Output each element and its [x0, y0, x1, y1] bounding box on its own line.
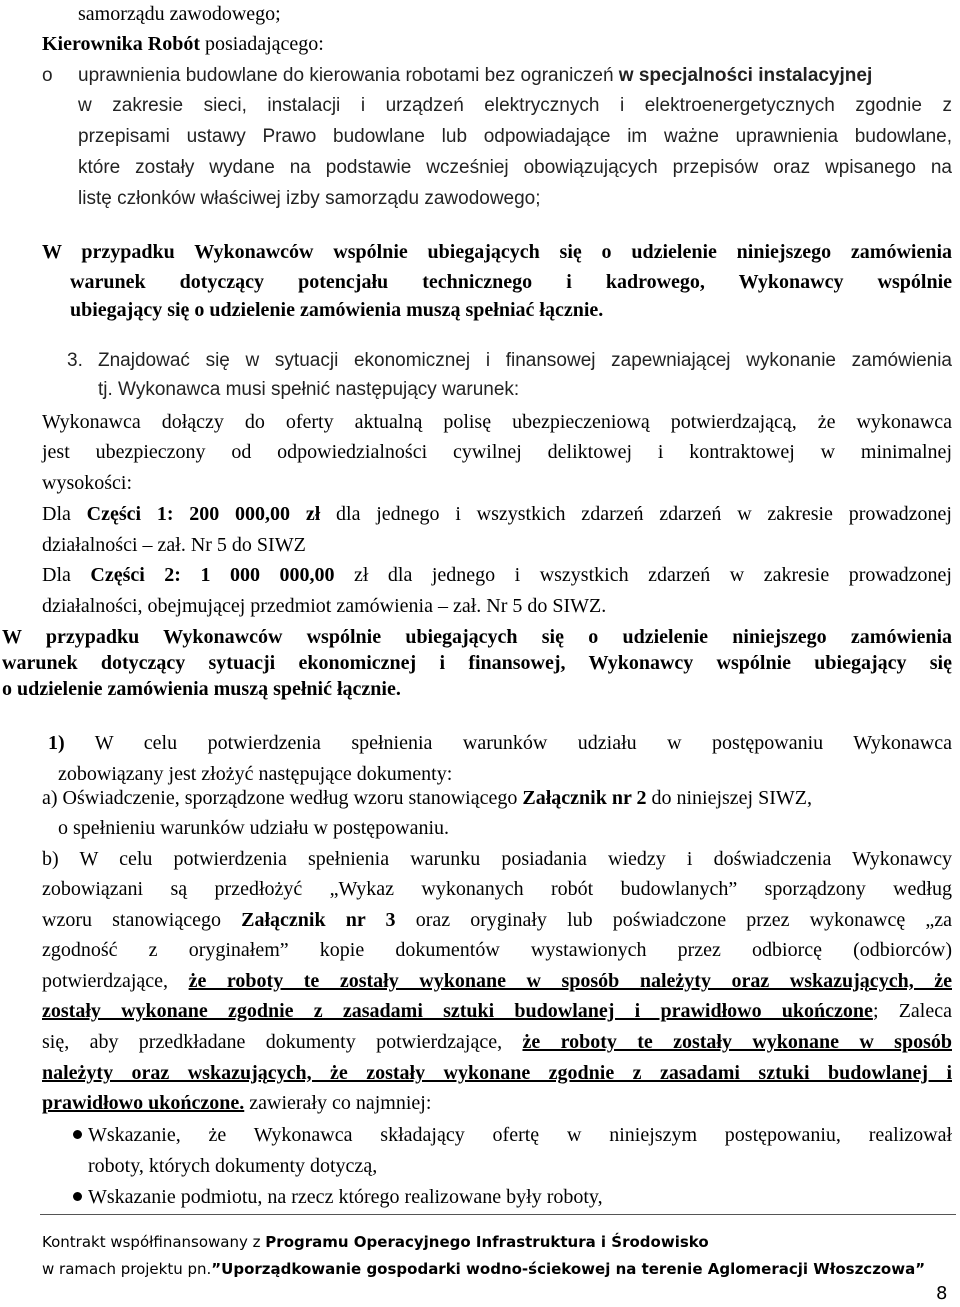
text-line: się, aby przedkładane dokumenty potwierdzające, że roboty te zostały wykonane w sposób	[42, 1031, 952, 1053]
text-line: Wykonawca dołączy do oferty aktualną polisę ubezpieczeniową potwierdzającą, że wykonawca	[42, 411, 952, 433]
list-item: Wskazanie, że Wykonawca składający ofertę w niniejszym postępowaniu, realizował	[88, 1124, 952, 1146]
text-line: b) W celu potwierdzenia spełnienia warunku posiadania wiedzy i doświadczenia Wykonawcy	[42, 848, 952, 870]
text-line: Kierownika Robót posiadającego:	[42, 33, 324, 55]
text-line: tj. Wykonawca musi spełnić następujący warunek:	[98, 379, 520, 400]
list-item: Wskazanie podmiotu, na rzecz którego realizowane były roboty,	[88, 1186, 603, 1208]
footer-line: w ramach projektu pn.”Uporządkowanie gospodarki wodno-ściekowej na terenie Aglomeracji Włoszczowa”	[42, 1260, 926, 1278]
text-line: warunek dotyczący sytuacji ekonomicznej i finansowej, Wykonawcy wspólnie ubiegający się	[2, 652, 952, 674]
text-line: zgodność z oryginałem” kopie dokumentów wystawionych przez odbiorcę (odbiorców)	[42, 939, 952, 961]
text-line: zobowiązani są przedłożyć „Wykaz wykonanych robót budowlanych” sporządzony według	[42, 878, 952, 900]
text-line: działalności – zał. Nr 5 do SIWZ	[42, 534, 306, 556]
text-line: przepisami ustawy Prawo budowlane lub odpowiadające im ważne uprawnienia budowlane,	[78, 126, 952, 147]
text-line: o spełnieniu warunków udziału w postępowaniu.	[58, 817, 450, 839]
text-line: uprawnienia budowlane do kierowania robotami bez ograniczeń w specjalności instalacyjnej	[78, 65, 873, 86]
text-line: Dla Części 1: 200 000,00 zł dla jednego i wszystkich zdarzeń zdarzeń w zakresie prowadzonej	[42, 503, 952, 525]
footer-line: Kontrakt współfinansowany z Programu Operacyjnego Infrastruktura i Środowisko	[42, 1233, 709, 1251]
list-number: 3.	[67, 350, 83, 371]
text-line: listę członków właściwej izby samorządu zawodowego;	[78, 188, 541, 209]
text-line: W przypadku Wykonawców wspólnie ubiegających się o udzielenie niniejszego zamówienia	[2, 626, 952, 648]
text-line: wzoru stanowiącego Załącznik nr 3 oraz oryginały lub poświadczone przez wykonawcę „za	[42, 909, 952, 931]
text-line: w zakresie sieci, instalacji i urządzeń elektrycznych i elektroenergetycznych zgodnie z	[78, 95, 952, 116]
text-line: zobowiązany jest złożyć następujące dokumenty:	[58, 763, 453, 785]
text-line: jest ubezpieczony od odpowiedzialności cywilnej deliktowej i kontraktowej w minimalnej	[42, 441, 952, 463]
text-line: roboty, których dokumenty dotyczą,	[88, 1155, 378, 1177]
text-line: ubiegający się o udzielenie zamówienia muszą spełniać łącznie.	[70, 299, 604, 321]
text-line: Znajdować się w sytuacji ekonomicznej i finansowej zapewniającej wykonanie zamówienia	[98, 350, 952, 371]
page-number: 8	[936, 1283, 948, 1304]
text-line: 1) W celu potwierdzenia spełnienia warunków udziału w postępowaniu Wykonawca	[48, 732, 952, 754]
text-line: warunek dotyczący potencjału technicznego i kadrowego, Wykonawcy wspólnie	[70, 271, 952, 293]
text-line: samorządu zawodowego;	[78, 3, 281, 25]
text-line: W przypadku Wykonawców wspólnie ubiegających się o udzielenie niniejszego zamówienia	[42, 241, 952, 263]
text-line: działalności, obejmującej przedmiot zamówienia – zał. Nr 5 do SIWZ.	[42, 595, 607, 617]
text-line: potwierdzające, że roboty te zostały wykonane w sposób należyty oraz wskazujących, że	[42, 970, 952, 992]
text-line: należyty oraz wskazujących, że zostały wykonane zgodnie z zasadami sztuki budowlanej i	[42, 1062, 952, 1084]
text-line: Dla Części 2: 1 000 000,00 zł dla jednego i wszystkich zdarzeń w zakresie prowadzonej	[42, 564, 952, 586]
footer-divider	[40, 1214, 956, 1215]
list-marker: o	[42, 65, 53, 86]
bullet-icon	[73, 1130, 82, 1139]
text-line: o udzielenie zamówienia muszą spełnić łącznie.	[2, 678, 401, 700]
text-line: które zostały wydane na podstawie wcześniej obowiązujących przepisów oraz wpisanego na	[78, 157, 952, 178]
text-line: wysokości:	[42, 472, 132, 494]
bullet-icon	[73, 1192, 82, 1201]
text-line: zostały wykonane zgodnie z zasadami sztuki budowlanej i prawidłowo ukończone; Zaleca	[42, 1000, 952, 1022]
text-line: prawidłowo ukończone. zawierały co najmniej:	[42, 1092, 432, 1114]
text-line: a) Oświadczenie, sporządzone według wzoru stanowiącego Załącznik nr 2 do niniejszej SIWZ,	[42, 787, 812, 809]
